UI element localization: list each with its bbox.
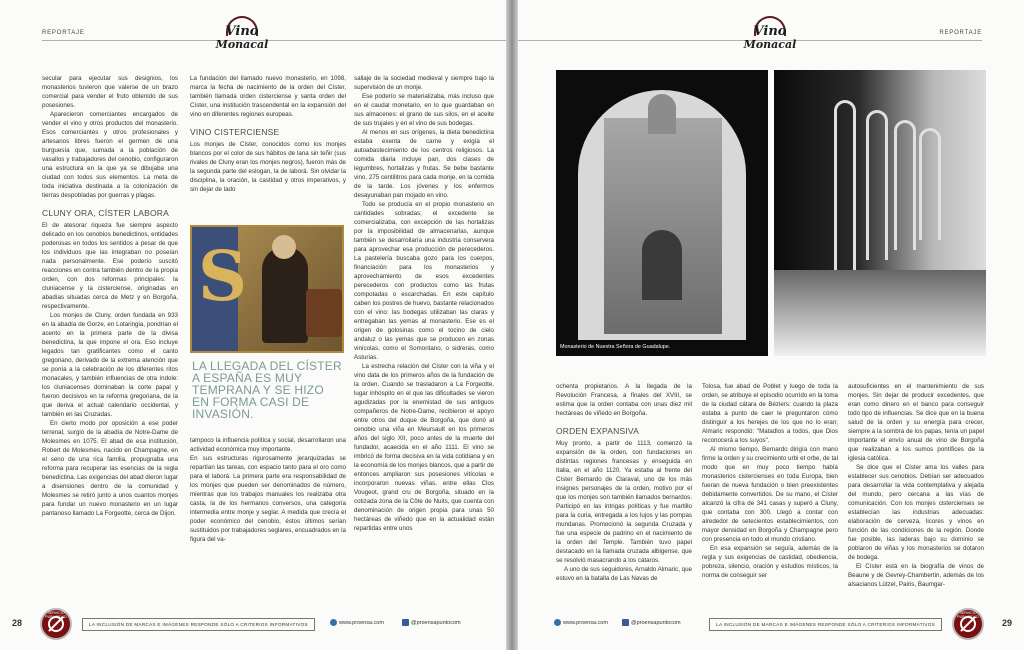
page-footer xyxy=(518,608,1024,642)
subheading: ORDEN EXPANSIVA xyxy=(556,426,639,436)
paragraph: Los monjes de Císter, conocidos como los monjes blancos por el color de sus hábitos de lana sin teñir (sus rivales de Cluny eran los monjes negros), fueron más de la segunda parte del eslogan, la de laborá. Sin olvidar la disciplina, la oración, la castidad y otros imperativos, y sin dejar de lado xyxy=(190,141,346,193)
paragraph: En cierto modo por oposición a ese poder terrenal, surgió de la abadía de Notre-Dame de Molesmes en 1075. El abad de esa institución, Robert de Molesmes, nacido en Champagne, en el seno de una rica familia, propugnaba una reforma para recuperar las esencias de la regla benedictina. Las exigencias del abad dieron lugar a disensiones dentro de la comunidad y Molesmes se retiró junto a unos cuantos monjes para fundar un nuevo monasterio en un lugar pantanoso llamado La Forgeotte, cerca de Dijon. xyxy=(42,420,178,517)
paragraph: En esa expansión se seguía, además de la regla y sus exigencias de castidad, obediencia, pobreza, silencio, oración y estudios místicos, la norma de conseguir ser xyxy=(702,545,838,579)
paragraph: El Císter está en la biografía de vinos de Beaune y de Gevrey-Chambertin, además de los alsacianos Lützel, Pairis, Baumgar- xyxy=(848,563,984,588)
website-link[interactable] xyxy=(554,619,608,626)
book-spine xyxy=(506,0,518,650)
temple-spire xyxy=(648,94,676,134)
left-page xyxy=(0,0,506,650)
illuminated-letter-icon: S xyxy=(198,237,248,317)
subheading: CLUNY ORA, CÍSTER LABORA xyxy=(42,208,169,218)
section-tag: REPORTAJE xyxy=(42,30,85,36)
page-footer xyxy=(0,608,506,642)
logo-word-monacal: Monacal xyxy=(743,38,797,51)
illuminated-manuscript-image xyxy=(190,225,344,353)
photo-strip xyxy=(556,70,986,356)
paragraph: Los monjes de Cluny, orden fundada en 933 en la abadía de Gorze, en Lotaringia, pondrían el acento en la primera parte de la divisa benedictina, la que impone el ora. Eso incluye legados tan gratificantes como el canto gregoriano, derivado de la extrema atención que se ponía a la celebración de los diferentes ritos monacales, y también influencias de otra índole: los cluniacenses dominaban la corte papal y fueron decisivos en la reforma gregoriana, de la que deriva el actual calendario occidental, y también en las Cruzadas. xyxy=(42,312,178,418)
article-column-1 xyxy=(42,74,178,594)
cloister-floor xyxy=(774,270,986,356)
cloister-arch xyxy=(894,120,916,250)
paragraph: ochenta propietarios. A la llegada de la Revolución Francesa, a finales del XVIII, se estima que la orden contaba con unas diez mil hectáreas de viñedo en Borgoña. xyxy=(556,383,692,417)
facebook-icon xyxy=(402,619,409,626)
paragraph: Aparecieron comerciantes encargados de vender el vino y otros productos del monasterio. Esos comerciantes y otros profesionales y artesanos libres fueron el germen de una burguesía que, sumada a la población de vasallos y trabajadores del cenobio, configuraron una estructura en la que ya se dibujaba una ciudad con todos sus elementos. La meta de toda iniciativa destinada a la colonización de tierras despobladas por guerras y plagas. xyxy=(42,111,178,199)
vino-monacal-logo xyxy=(740,16,800,58)
logo-word-vino: Vino xyxy=(753,24,787,39)
temple-shape xyxy=(604,118,722,334)
paragraph: Al mismo tiempo, Bernardo dirigía con mano firme la orden y su crecimiento urbi et orbe, de tal modo que en muy poco tiempo había monasterios cistercienses en toda Europa, bien fueran de nueva fundación o bien preexistentes debidamente convertidos. De su mano, el Císter alcanzó la cifra de 341 casas y superó a Cluny, que contaba con 300. Llegó a contar con alrededor de setecientos establecimientos, con mayor densidad en Borgoña y Champagne pero con presencia en todo el mundo cristiano. xyxy=(702,446,838,543)
temple-door xyxy=(642,230,682,300)
facebook-icon xyxy=(622,619,629,626)
cloister-photo xyxy=(774,70,986,356)
badge-text: SERVICIO PUBLICIDAD xyxy=(45,611,67,619)
paragraph: tampoco la influencia política y social, desarrollaron una actividad económica muy importante. En sus estructuras rigurosamente jerarquizadas se repartían las tareas, con espacio tanto para el oro como para el laborá. La primera parte era responsabilidad de los monjes que pueden ser denominados de número, mientras que los trabajos manuales los realizaba otra casta, la de los hermanos conversos, una categoría intermedia entre monje y seglar. A medida que crecía el poder económico del cenobio, éstos últimos serían sustituidos por trabajadores seglares, encuadrados en la figura del va- xyxy=(190,437,346,543)
paragraph: Se dice que el Císter ama los valles para establecer sus cenobios. Debían ser adecuados para desarrollar la vida contemplativa y alejada del mundo, pero cercana a las vías de comunicación. Con los monjes cistercienses se establecían las industrias adecuadas: elaboración de cerveza, licores y vinos en función de las condiciones de la región. Donde fue posible, las laderas bajo su dominio se poblaron de viñas y los monasterios se dotaron de bodega. xyxy=(848,464,984,561)
paragraph: Al menos en sus orígenes, la dieta benedictina estaba exenta de carne y exigía el autoabastecimiento de los centros religiosos. La comida diaria incluye pan, dos clases de legumbres, hortalizas y frutas. Se bebe bastante vino, 275 centilitros para cada monje, en la comida de la tarde. Los jóvenes y los enfermos desayunaban pan mojado en vino. xyxy=(354,129,494,199)
paragraph: secular para ejecutar sus designios, los monasterios tuvieron que valerse de un brazo comercial para vender el fruto obtenido de sus posesiones. xyxy=(42,75,178,109)
logo-word-monacal: Monacal xyxy=(215,38,269,51)
article-column-1 xyxy=(556,382,692,594)
cloister-arch xyxy=(919,128,941,240)
globe-icon xyxy=(554,619,561,626)
paragraph: El de atesorar riqueza fue siempre aspecto delicado en los cenobios benedictinos, entidades poderosas en todos los sentidos a pesar de que los individuos que las integraban no poseían nada personalmente. Ese poderío suscitó reacciones en contra también dentro de la propia orden, con dos reformas principales: la cluniacense y la cisterciense, originadas en abadías situadas cerca de Metz y en Borgoña, respectivamente. xyxy=(42,222,178,310)
paragraph: Ese poderío se materializaba, más incluso que en el caudal monetario, en lo que guardaban en sus almacenes: el grano de sus silos, en el aceite de sus trujales y en el vino de sus bodegas. xyxy=(354,93,494,127)
photo-caption: Monasterio de Nuestra Señora de Guadalupe. xyxy=(560,344,671,350)
page-number: 29 xyxy=(1001,618,1012,628)
website-text: www.proensa.com xyxy=(339,619,384,626)
article-column-3 xyxy=(354,74,494,594)
article-column-2-continued xyxy=(190,436,346,596)
article-column-2 xyxy=(190,74,346,224)
paragraph: autosuficientes en el mantenimiento de sus monjes. Sin dejar de producir excedentes, que eran como dinero en el banco para conseguir todo tipo de influencias. Se dice que en la buena salud de la orden y su energía para crecer, siempre a la sombra de los papas, tenía un papel importante el envío anual de vino de Borgoña que realizaban a los sumos pontífices de la iglesia católica. xyxy=(848,383,984,462)
facebook-text: @proensapuntocom xyxy=(411,619,461,626)
advertising-badge-icon xyxy=(952,608,984,640)
section-tag: REPORTAJE xyxy=(939,30,982,36)
vino-monacal-logo xyxy=(212,16,272,58)
advertising-badge-icon xyxy=(40,608,72,640)
article-column-2 xyxy=(702,382,838,594)
logo-word-vino: Vino xyxy=(225,24,259,39)
cloister-arch xyxy=(834,100,856,270)
disclaimer-box: LA INCLUSIÓN DE MARCAS E IMÁGENES RESPONDE SÓLO A CRITERIOS INFORMATIVOS xyxy=(709,618,942,631)
paragraph: La estrecha relación del Císter con la viña y el vino data de los primeros años de la fundación de la orden. Cuando se trasladaron a La Forgeotte, lugar inhóspito en el que las dificultades se vieron agudizadas por la enemistad de sus antiguos compañeros de Notre-Dame, recibieron el apoyo entre otros del duque de Borgoña, que donó al cenobio una viña en Meursault en los primeros años del siglo XII, poco antes de la muerte del fundador, acaecida en el año 1111. El vino se imbricó de forma decisiva en la vida cotidiana y en la economía de los monjes blancos, que a partir de entonces ampliaron sus posesiones vitícolas e incorporaron nuevas viñas, entre ellas Clos Vougeot, grand cru de Borgoña, situado en la cotizada zona de la Côte de Nuits, que cuenta con denominación de origen propia para unas 50 hectáreas de viñedo que en la actualidad están repartidas entre unos xyxy=(354,363,494,532)
right-page xyxy=(518,0,1024,650)
cloister-arch xyxy=(866,110,888,260)
facebook-link[interactable] xyxy=(402,619,461,626)
page-number: 28 xyxy=(12,618,23,628)
subheading: VINO CISTERCIENSE xyxy=(190,127,280,137)
guadalupe-monastery-photo xyxy=(556,70,768,356)
paragraph: sallaje de la sociedad medieval y siempre bajo la supervisión de un monje. xyxy=(354,75,494,91)
pull-quote: LA LLEGADA DEL CÍSTER A ESPAÑA ES MUY TEMPRANA Y SE HIZO EN FORMA CASI DE INVASIÓN. xyxy=(192,359,342,421)
website-link[interactable] xyxy=(330,619,384,626)
monk-figure xyxy=(262,247,308,343)
paragraph: Tolosa, fue abad de Poblet y luego de toda la orden, se atribuye el episodio ocurrido en la toma de la ciudad cátara de Béziers: cuando la plaza estaba a punto de caer le preguntaron cómo distinguir a los herejes de los que no lo eran; Almaric respondió: "Matadlos a todos, que Dios reconocerá a los suyos". xyxy=(702,383,838,444)
header-rule xyxy=(42,40,506,41)
monk-head xyxy=(272,235,296,259)
badge-text: SERVICIO PUBLICIDAD xyxy=(957,611,979,619)
paragraph: A uno de sus seguidores, Arnaldo Almaric, que estuvo en la batalla de Las Navas de xyxy=(556,566,692,582)
website-text: www.proensa.com xyxy=(563,619,608,626)
paragraph: Muy pronto, a partir de 1113, comenzó la expansión de la orden, con fundaciones en distintas regiones francesas y enseguida en Italia, en el año 1120. Ya estaba al frente del Císter Bernardo de Claraval, uno de los más insignes personajes de la orden, motivo por el que los monjes son también llamados bernardos. Participó en las intrigas políticas y fue martillo para la curia, entregada a los lujos y las pompas mundanas. Promocionó la segunda Cruzada y fue una especie de padrino en el nacimiento de la orden del Temple. También tuvo papel destacado en la llamada cruzada albigense, que se resolvió masacrando a los cátaros. xyxy=(556,440,692,564)
wine-barrel-icon xyxy=(306,289,342,337)
disclaimer-box: LA INCLUSIÓN DE MARCAS E IMÁGENES RESPONDE SÓLO A CRITERIOS INFORMATIVOS xyxy=(82,618,315,631)
paragraph: Todo se producía en el propio monasterio en cantidades sobradas; el excedente se comercializaba, con excepción de las hortalizas por la imposibilidad de almacenarlas, aunque también se desarrollaría una industria conservera para aprovechar esa producción de perecederos. La pastelería buscaba gozo para los cuerpos, financiación para los monasterios y aprovechamiento de esos excedentes perecederos con productos como las frutas compotadas o escarchadas. En este capítulo caben los postres de huevo, bastante relacionados con el vino: las bodegas utilizaban las claras y entregaban las yemas al monasterio. Ese es el origen de golosinas como el tocino de cielo andaluz o las yemas que se producen en zonas vinícolas, como el Somontano, o sidreras, como Asturias. xyxy=(354,201,494,361)
facebook-text: @proensapuntocom xyxy=(631,619,681,626)
facebook-link[interactable] xyxy=(622,619,681,626)
globe-icon xyxy=(330,619,337,626)
paragraph: La fundación del llamado nuevo monasterio, en 1098, marca la fecha de nacimiento de la orden del Císter, también llamada orden cisterciense y santa orden del Císter, una institución trascendental en la expansión del vino en diferentes regiones europeas. xyxy=(190,75,346,118)
article-column-3 xyxy=(848,382,984,594)
